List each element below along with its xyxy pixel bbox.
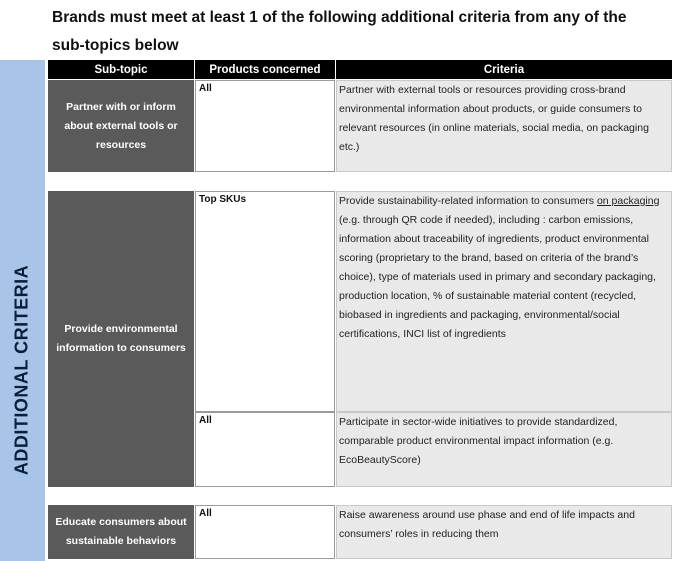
products-cell	[195, 505, 335, 559]
column-header-subtopic: Sub-topic	[48, 60, 194, 79]
side-label: ADDITIONAL CRITERIA	[11, 264, 32, 476]
criteria-text: (e.g. through QR code if needed), including : carbon emissions, information about traceability of ingredients, product environmental scoring (proprietary to the brand, based on criteria of the brand’s choice), type of materials used in primary and secondary packaging, production location, % of sustainable material content (recycled, biobased in ingredients and packaging, environmental/social certifications, INCI list of ingredients	[339, 214, 656, 340]
column-header-products: Products concerned	[195, 60, 335, 79]
products-label: Top SKUs	[199, 194, 247, 205]
criteria-emphasis: on packaging	[596, 195, 660, 207]
criteria-cell	[336, 505, 672, 559]
subtopic-cell	[48, 80, 194, 172]
side-band	[0, 60, 45, 561]
page-heading: Brands must meet at least 1 of the following additional criteria from any of the sub-topics below	[52, 9, 627, 54]
column-header-criteria: Criteria	[336, 60, 672, 79]
criteria-text: Raise awareness around use phase and end of life impacts and consumers’ roles in reducing them	[339, 509, 635, 540]
subtopic-cell	[48, 505, 194, 559]
subtopic-label: Provide environmental information to consumers	[56, 323, 186, 354]
products-cell	[195, 412, 335, 487]
products-label: All	[199, 415, 212, 426]
criteria-cell	[336, 80, 672, 172]
products-cell	[195, 191, 335, 412]
products-cell	[195, 80, 335, 172]
criteria-text: Partner with external tools or resources providing cross-brand environmental information about products, or guide consumers to relevant resources (in online materials, social media, on packaging etc.)	[339, 84, 649, 153]
criteria-text: Provide sustainability-related information to consumers	[339, 195, 597, 207]
subtopic-label: Partner with or inform about external tools or resources	[64, 100, 178, 151]
products-label: All	[199, 508, 212, 519]
criteria-text: Participate in sector-wide initiatives to provide standardized, comparable product environmental impact information (e.g. EcoBeautyScore)	[339, 416, 618, 466]
products-label: All	[199, 83, 212, 94]
subtopic-cell	[48, 191, 194, 487]
criteria-cell	[336, 412, 672, 487]
subtopic-label: Educate consumers about sustainable behaviors	[55, 516, 187, 547]
criteria-cell	[336, 191, 672, 412]
